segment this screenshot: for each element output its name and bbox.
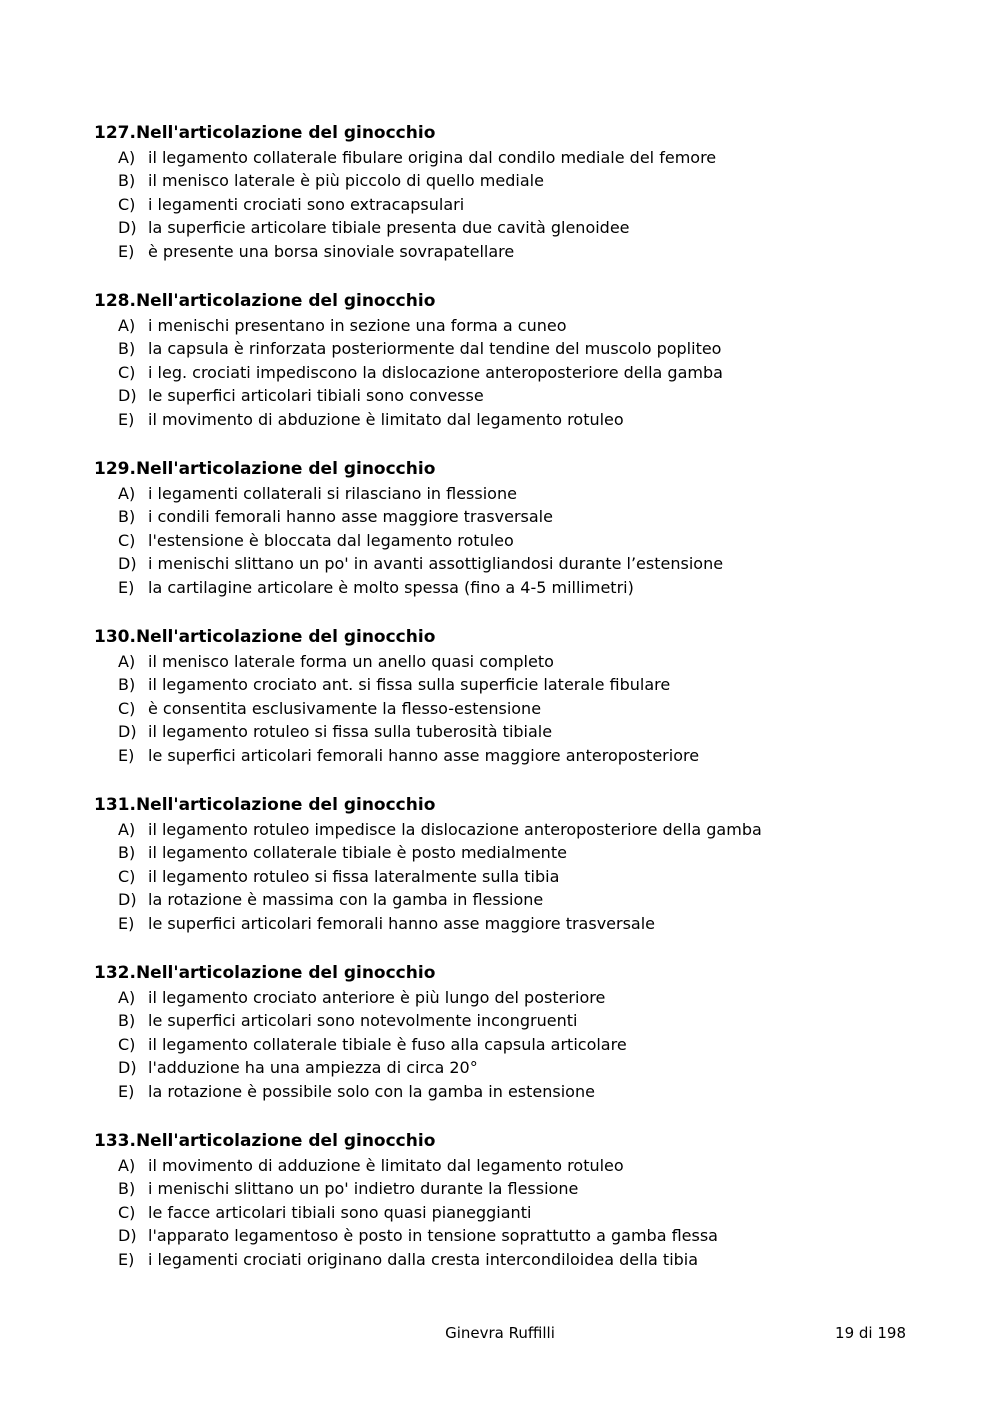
option-letter: B) bbox=[118, 171, 136, 191]
option-letter: B) bbox=[118, 675, 136, 695]
option-d bbox=[94, 384, 954, 407]
option-text: l'estensione è bloccata dal legamento rotuleo bbox=[148, 530, 514, 550]
option-c bbox=[94, 1033, 954, 1056]
question-text: Nell'articolazione del ginocchio bbox=[135, 123, 436, 143]
question-title bbox=[94, 961, 954, 986]
option-b bbox=[94, 1177, 954, 1200]
option-b bbox=[94, 673, 954, 696]
option-text: i menischi presentano in sezione una forma a cuneo bbox=[148, 316, 567, 335]
option-d bbox=[94, 1224, 954, 1247]
option-letter: E) bbox=[118, 745, 135, 765]
option-letter: A) bbox=[118, 148, 136, 167]
option-a bbox=[94, 1154, 954, 1177]
option-letter: B) bbox=[118, 1011, 136, 1031]
option-text: il legamento crociato anteriore è più lungo del posteriore bbox=[148, 988, 606, 1007]
option-letter: E) bbox=[118, 1081, 135, 1101]
option-text: le facce articolari tibiali sono quasi pianeggianti bbox=[148, 1202, 532, 1222]
option-letter: C) bbox=[118, 1034, 136, 1054]
option-letter: A) bbox=[118, 1156, 136, 1175]
option-d bbox=[94, 1056, 954, 1079]
option-c bbox=[94, 865, 954, 888]
question-number: 127. bbox=[94, 123, 136, 143]
option-text: il legamento rotuleo si fissa lateralmente sulla tibia bbox=[148, 866, 560, 886]
option-letter: B) bbox=[118, 843, 136, 863]
option-d bbox=[94, 552, 954, 575]
option-d bbox=[94, 216, 954, 239]
option-e bbox=[94, 240, 954, 263]
option-e bbox=[94, 912, 954, 935]
option-text: la capsula è rinforzata posteriormente dal tendine del muscolo popliteo bbox=[148, 339, 722, 359]
option-e bbox=[94, 576, 954, 599]
option-text: i condili femorali hanno asse maggiore trasversale bbox=[148, 507, 553, 527]
option-a bbox=[94, 482, 954, 505]
option-d bbox=[94, 888, 954, 911]
question-130 bbox=[94, 625, 954, 793]
option-text: i legamenti collaterali si rilasciano in flessione bbox=[148, 484, 517, 503]
page-number: 19 di 198 bbox=[835, 1324, 906, 1342]
option-d bbox=[94, 720, 954, 743]
option-letter: C) bbox=[118, 698, 136, 718]
option-letter: E) bbox=[118, 409, 135, 429]
option-text: i menischi slittano un po' in avanti assottigliandosi durante l’estensione bbox=[148, 554, 724, 574]
question-text: Nell'articolazione del ginocchio bbox=[135, 291, 436, 311]
option-c bbox=[94, 1201, 954, 1224]
option-letter: E) bbox=[118, 913, 135, 933]
option-text: l'adduzione ha una ampiezza di circa 20° bbox=[148, 1058, 478, 1078]
option-letter: A) bbox=[118, 820, 136, 839]
option-letter: E) bbox=[118, 577, 135, 597]
option-a bbox=[94, 650, 954, 673]
question-129 bbox=[94, 457, 954, 625]
option-text: il menisco laterale forma un anello quasi completo bbox=[148, 652, 554, 671]
option-letter: E) bbox=[118, 241, 135, 261]
option-letter: C) bbox=[118, 362, 136, 382]
option-letter: D) bbox=[118, 890, 137, 910]
option-b bbox=[94, 169, 954, 192]
option-text: il legamento crociato ant. si fissa sulla superficie laterale fibulare bbox=[148, 675, 671, 695]
option-b bbox=[94, 841, 954, 864]
option-letter: E) bbox=[118, 1249, 135, 1269]
option-e bbox=[94, 1080, 954, 1103]
option-text: i leg. crociati impediscono la dislocazione anteroposteriore della gamba bbox=[148, 362, 723, 382]
question-128 bbox=[94, 289, 954, 457]
option-text: il menisco laterale è più piccolo di quello mediale bbox=[148, 171, 544, 191]
option-letter: D) bbox=[118, 218, 137, 238]
option-a bbox=[94, 818, 954, 841]
question-number: 130. bbox=[94, 627, 136, 647]
question-text: Nell'articolazione del ginocchio bbox=[135, 963, 436, 983]
option-letter: C) bbox=[118, 866, 136, 886]
option-c bbox=[94, 529, 954, 552]
option-text: è consentita esclusivamente la flesso-estensione bbox=[148, 698, 542, 718]
option-text: la superficie articolare tibiale presenta due cavità glenoidee bbox=[148, 218, 630, 238]
footer-author: Ginevra Ruffilli bbox=[445, 1324, 555, 1342]
option-text: i legamenti crociati originano dalla cresta intercondiloidea della tibia bbox=[148, 1249, 699, 1269]
option-e bbox=[94, 408, 954, 431]
option-letter: C) bbox=[118, 530, 136, 550]
option-letter: D) bbox=[118, 554, 137, 574]
question-131 bbox=[94, 793, 954, 961]
option-text: i menischi slittano un po' indietro durante la flessione bbox=[148, 1179, 579, 1199]
question-133 bbox=[94, 1129, 954, 1297]
question-text: Nell'articolazione del ginocchio bbox=[135, 459, 436, 479]
question-title bbox=[94, 793, 954, 818]
option-text: la rotazione è massima con la gamba in flessione bbox=[148, 890, 544, 910]
option-letter: C) bbox=[118, 194, 136, 214]
option-text: il legamento collaterale tibiale è fuso alla capsula articolare bbox=[148, 1034, 627, 1054]
option-c bbox=[94, 697, 954, 720]
option-text: il movimento di abduzione è limitato dal legamento rotuleo bbox=[148, 409, 624, 429]
option-b bbox=[94, 337, 954, 360]
option-text: la cartilagine articolare è molto spessa (fino a 4-5 millimetri) bbox=[148, 577, 634, 597]
option-text: è presente una borsa sinoviale sovrapatellare bbox=[148, 241, 515, 261]
question-title bbox=[94, 625, 954, 650]
option-text: le superfici articolari sono notevolmente incongruenti bbox=[148, 1011, 578, 1031]
option-letter: D) bbox=[118, 722, 137, 742]
option-b bbox=[94, 505, 954, 528]
option-b bbox=[94, 1009, 954, 1032]
option-text: i legamenti crociati sono extracapsulari bbox=[148, 194, 465, 214]
option-c bbox=[94, 361, 954, 384]
option-letter: C) bbox=[118, 1202, 136, 1222]
question-title bbox=[94, 121, 954, 146]
option-a bbox=[94, 986, 954, 1009]
option-letter: D) bbox=[118, 386, 137, 406]
question-text: Nell'articolazione del ginocchio bbox=[135, 627, 436, 647]
option-text: le superfici articolari femorali hanno asse maggiore trasversale bbox=[148, 913, 656, 933]
question-number: 129. bbox=[94, 459, 136, 479]
question-list bbox=[94, 121, 954, 1297]
option-letter: A) bbox=[118, 652, 136, 671]
question-number: 133. bbox=[94, 1131, 136, 1151]
option-letter: A) bbox=[118, 484, 136, 503]
option-a bbox=[94, 146, 954, 169]
option-c bbox=[94, 193, 954, 216]
question-text: Nell'articolazione del ginocchio bbox=[135, 1131, 436, 1151]
option-letter: A) bbox=[118, 316, 136, 335]
option-text: il legamento rotuleo impedisce la dislocazione anteroposteriore della gamba bbox=[148, 820, 762, 839]
option-text: le superfici articolari tibiali sono convesse bbox=[148, 386, 484, 406]
question-number: 131. bbox=[94, 795, 136, 815]
option-text: la rotazione è possibile solo con la gamba in estensione bbox=[148, 1081, 595, 1101]
option-letter: B) bbox=[118, 339, 136, 359]
question-number: 128. bbox=[94, 291, 136, 311]
option-letter: D) bbox=[118, 1226, 137, 1246]
option-text: il movimento di adduzione è limitato dal legamento rotuleo bbox=[148, 1156, 624, 1175]
option-letter: A) bbox=[118, 988, 136, 1007]
option-letter: D) bbox=[118, 1058, 137, 1078]
option-a bbox=[94, 314, 954, 337]
option-text: il legamento rotuleo si fissa sulla tuberosità tibiale bbox=[148, 722, 553, 742]
option-letter: B) bbox=[118, 507, 136, 527]
question-127 bbox=[94, 121, 954, 289]
option-text: il legamento collaterale fibulare origina dal condilo mediale del femore bbox=[148, 148, 717, 167]
option-text: il legamento collaterale tibiale è posto medialmente bbox=[148, 843, 567, 863]
question-text: Nell'articolazione del ginocchio bbox=[135, 795, 436, 815]
option-text: le superfici articolari femorali hanno asse maggiore anteroposteriore bbox=[148, 745, 700, 765]
option-text: l'apparato legamentoso è posto in tensione soprattutto a gamba flessa bbox=[148, 1226, 718, 1246]
question-title bbox=[94, 289, 954, 314]
option-e bbox=[94, 1248, 954, 1271]
option-letter: B) bbox=[118, 1179, 136, 1199]
question-132 bbox=[94, 961, 954, 1129]
question-title bbox=[94, 1129, 954, 1154]
question-title bbox=[94, 457, 954, 482]
option-e bbox=[94, 744, 954, 767]
question-number: 132. bbox=[94, 963, 136, 983]
